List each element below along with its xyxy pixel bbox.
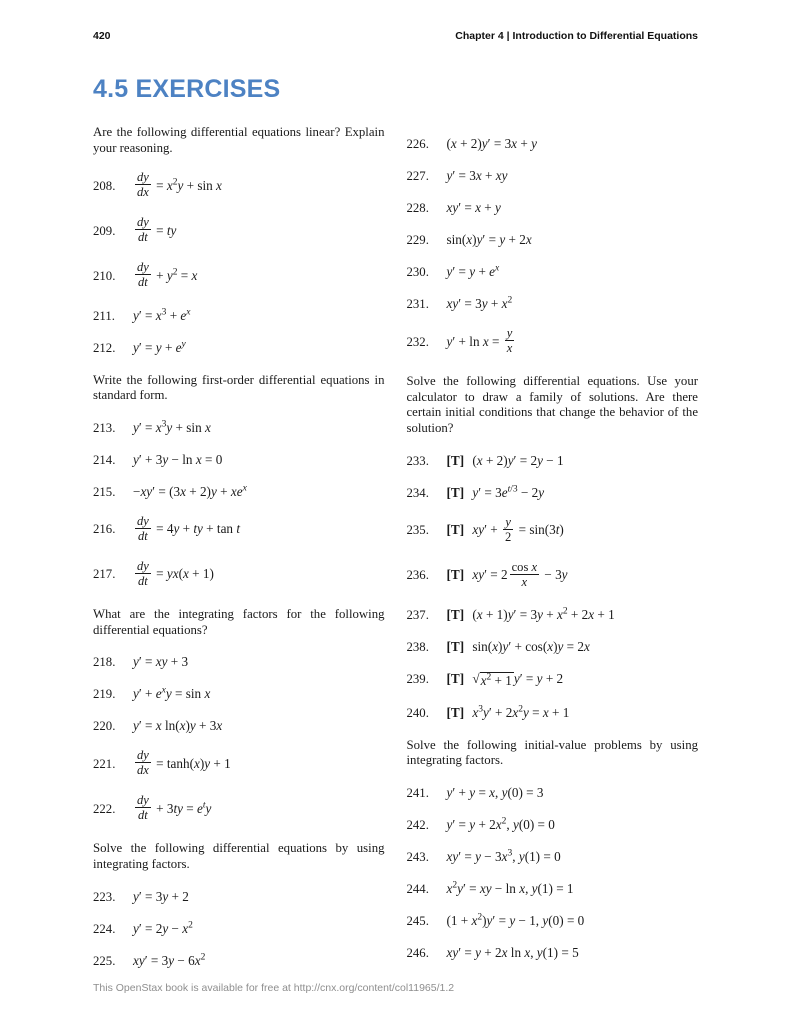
exercise-item <box>407 296 699 312</box>
exercise-item <box>93 921 385 937</box>
two-column-layout <box>93 120 698 985</box>
exercise-equation: y′ + 3y − ln x = 0 <box>133 451 223 467</box>
exercise-item <box>407 168 699 184</box>
exercise-number: 216. <box>93 522 116 537</box>
exercise-equation: $\frac{dy}{dx}$ = tanh(x)y + 1 <box>137 748 231 778</box>
exercise-item <box>407 200 699 216</box>
exercise-number: 232. <box>406 334 429 349</box>
left-column <box>93 120 385 985</box>
exercise-equation: [T] sin(x)y′ + cos(x)y = 2x <box>446 638 590 654</box>
page-header <box>93 30 698 42</box>
exercise-equation: sin(x)y′ = y + 2x <box>446 232 532 247</box>
exercise-equation: y′ + y = x, y(0) = 3 <box>446 784 544 800</box>
exercise-equation: $xy' = 3y + x^2$ <box>446 295 513 311</box>
exercise-equation: $y' + e^xy = \sin x$ <box>133 685 211 702</box>
exercise-number: 233. <box>406 453 429 468</box>
exercise-number: 242. <box>406 817 429 832</box>
exercise-equation: $\frac{dy}{dt}$ + $y^2 = x$ <box>137 260 198 290</box>
exercise-number: 210. <box>93 268 116 283</box>
exercise-number: 214. <box>93 452 116 467</box>
instruction-text: What are the integrating factors for the following differential equations? <box>93 606 385 637</box>
exercise-equation: y′ = x ln(x)y + 3x <box>133 718 223 734</box>
exercise-equation: $(1 + x^2)y' = y - 1$, y(0) = 0 <box>446 912 585 928</box>
exercise-item <box>93 308 385 324</box>
exercise-item <box>407 817 699 833</box>
exercise-item <box>407 607 699 623</box>
exercise-number: 215. <box>93 484 116 499</box>
exercise-number: 208. <box>93 178 116 193</box>
exercise-item <box>407 785 699 801</box>
exercise-item <box>407 232 699 248</box>
exercise-equation: $y' = y + e^x$ <box>446 263 500 279</box>
exercise-equation: $\frac{dy}{dt}$ = 4y + ty + tan t <box>137 513 240 543</box>
exercise-item <box>93 484 385 500</box>
exercise-item <box>93 953 385 969</box>
exercise-number: 230. <box>406 265 429 279</box>
exercise-item <box>93 262 385 291</box>
exercise-equation: [T] $x^3y' + 2x^2y = x + 1$ <box>446 704 570 720</box>
exercise-number: 246. <box>406 945 429 960</box>
section-title: 4.5 EXERCISES <box>93 75 281 103</box>
exercise-equation: (x + 2)y′ = 3x + y <box>446 136 537 151</box>
exercise-item <box>93 172 385 201</box>
exercise-number: 211. <box>93 308 115 323</box>
exercise-number: 236. <box>406 568 429 583</box>
exercise-item <box>93 452 385 468</box>
page-number: 420 <box>93 30 111 42</box>
exercise-number: 227. <box>406 169 429 183</box>
exercise-number: 225. <box>93 953 116 968</box>
exercise-equation: $\frac{dy}{dt}$ + $3ty = e^ty$ <box>137 793 212 823</box>
exercise-item <box>407 264 699 280</box>
instruction-text: Solve the following differential equations. Use your calculator to draw a family of solutions. Are there certain initial conditions that change the behavior of the solution? <box>406 374 698 435</box>
exercise-number: 223. <box>93 889 116 904</box>
exercise-equation: $xy' = 3y - 6x^2$ <box>133 952 206 968</box>
exercise-number: 240. <box>406 705 429 720</box>
exercise-number: 226. <box>406 137 429 151</box>
exercise-item <box>93 340 385 356</box>
exercise-number: 243. <box>406 849 429 864</box>
exercise-number: 245. <box>406 913 429 928</box>
instruction-text: Solve the following initial-value problems by using integrating factors. <box>406 737 698 768</box>
exercise-equation: $\frac{dy}{dt}$ = ty <box>137 215 177 245</box>
exercise-item <box>93 718 385 734</box>
exercise-number: 244. <box>406 881 429 896</box>
exercise-number: 234. <box>406 485 429 500</box>
exercise-number: 212. <box>93 340 116 355</box>
exercise-item <box>93 420 385 436</box>
exercise-item <box>406 514 699 546</box>
exercise-number: 222. <box>93 801 116 816</box>
instruction-text: Solve the following differential equations by using integrating factors. <box>93 841 385 871</box>
exercise-item <box>407 849 699 865</box>
instruction-text: Write the following first-order differential equations in standard form. <box>93 372 385 403</box>
exercise-item <box>407 328 699 357</box>
exercise-number: 241. <box>406 785 429 800</box>
exercise-item <box>93 513 385 545</box>
exercise-equation: y′ + ln x = $\frac{y}{x}$ <box>446 326 513 356</box>
exercise-item <box>406 559 699 591</box>
exercise-number: 239. <box>406 671 429 686</box>
exercise-equation: [T] $y' = 3e^{t/3} - 2y$ <box>446 484 545 500</box>
exercise-equation: $x^2y'$ = xy − ln x, y(1) = 1 <box>446 880 574 896</box>
exercise-number: 237. <box>406 607 429 622</box>
exercise-equation: xy′ = x + y <box>446 200 501 215</box>
page-footer: This OpenStax book is available for free at http://cnx.org/content/col11965/1.2 <box>93 982 455 994</box>
exercise-item <box>407 705 699 721</box>
exercise-equation: $y' = y + e^y$ <box>133 339 186 355</box>
exercise-item <box>93 654 385 670</box>
exercise-number: 224. <box>93 921 116 936</box>
exercise-equation: xy′ = y + 2x ln x, y(1) = 5 <box>446 944 579 960</box>
exercise-equation: $y' = 2y - x^2$ <box>133 920 193 936</box>
exercise-number: 209. <box>93 223 116 238</box>
exercise-number: 213. <box>93 420 116 435</box>
exercise-number: 219. <box>93 687 116 702</box>
exercise-item <box>93 558 385 590</box>
exercise-number: 221. <box>93 756 116 771</box>
exercise-item <box>407 945 699 961</box>
exercise-item <box>407 639 699 655</box>
exercise-number: 218. <box>93 655 116 670</box>
right-column <box>407 120 699 985</box>
exercise-item <box>93 217 385 246</box>
exercise-equation: $\frac{dy}{dx}$ = $x^2y + \sin x$ <box>137 170 222 200</box>
exercise-number: 229. <box>406 233 429 247</box>
exercise-number: 235. <box>406 523 429 538</box>
exercise-equation: y′ = 3y + 2 <box>133 888 189 904</box>
exercise-item <box>93 686 385 702</box>
exercise-number: 231. <box>406 297 429 311</box>
exercise-item <box>407 136 699 152</box>
exercise-equation: [T] $(x + 1)y' = 3y + x^2 + 2x + 1$ <box>446 606 615 622</box>
exercise-equation: $y' = y + 2x^2$, y(0) = 0 <box>446 816 555 832</box>
exercise-equation: $y' = x^3y + \sin x$ <box>133 419 211 435</box>
exercise-equation: $-xy' = (3x + 2)y + xe^x$ <box>133 483 247 499</box>
exercise-item <box>407 881 699 897</box>
chapter-header: Chapter 4 | Introduction to Differential Equations <box>455 30 698 42</box>
exercise-equation: [T] xy′ = 2 $\frac{\text{cos x}}{x}$ − 3y <box>446 559 568 589</box>
exercise-item <box>407 671 699 689</box>
exercise-equation: y′ = xy + 3 <box>133 654 189 670</box>
exercise-item <box>93 889 385 905</box>
exercise-item <box>407 913 699 929</box>
instruction-text: Are the following differential equations linear? Explain your reasoning. <box>93 125 385 155</box>
exercise-number: 220. <box>93 719 116 734</box>
exercise-number: 217. <box>93 567 116 582</box>
exercise-number: 228. <box>406 201 429 215</box>
exercise-equation: $xy' = y - 3x^3$, y(1) = 0 <box>446 848 561 864</box>
exercise-item <box>93 795 385 824</box>
exercise-item <box>93 750 385 779</box>
exercise-equation: [T] √ $x^2 + 1$ y′ = y + 2 <box>446 670 564 688</box>
exercise-item <box>407 485 699 501</box>
exercise-item <box>407 453 699 469</box>
exercise-number: 238. <box>406 639 429 654</box>
exercise-equation: [T] xy′ + $\frac{y}{2}$ = sin(3t) <box>446 514 564 544</box>
exercise-equation: $\frac{dy}{dt}$ = yx(x + 1) <box>137 558 214 588</box>
exercise-equation: [T] (x + 2)y′ = 2y − 1 <box>446 452 564 468</box>
exercise-equation: $y' = x^3 + e^x$ <box>133 307 191 323</box>
exercise-equation: y′ = 3x + xy <box>446 168 508 183</box>
